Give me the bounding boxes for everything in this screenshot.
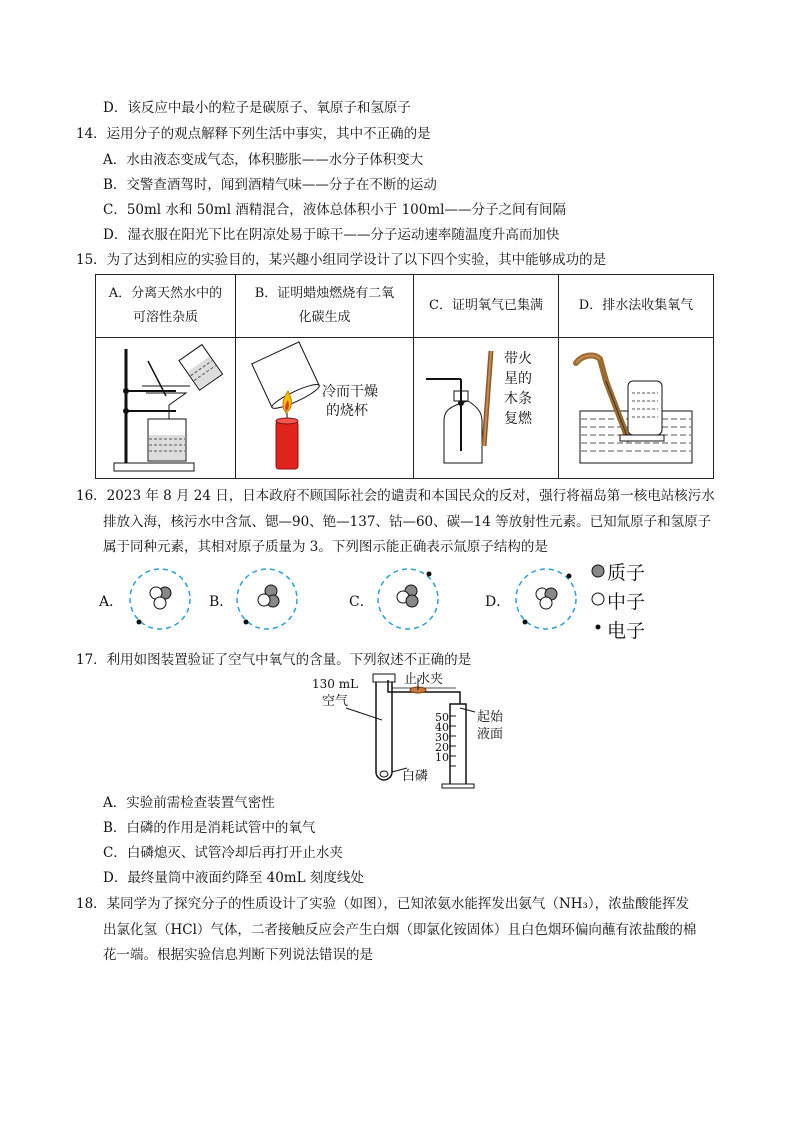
q15-c-label-1: 带火 [504,350,532,367]
q16-choice-a-label: A． [99,594,124,610]
filtration-apparatus-illustration [106,341,226,476]
q15-stem: 15．为了达到相应的实验目的，某兴趣小组同学设计了以下四个实验，其中能够成功的是 [76,252,607,268]
q17-tick-10: 10 [435,751,449,764]
q15-b-label-1: 冷而干燥 [321,383,378,400]
q16-atom-choices [95,564,695,644]
q16-atom-c [373,564,443,634]
q15-figure-a [96,338,236,479]
q16-stem-3: 属于同种元素，其相对原子质量为 3。下列图示能正确表示氚原子结构的是 [103,539,548,555]
legend-proton: 质子 [607,562,646,584]
q15-c-label-2: 星的 [504,370,532,387]
q15-figure-b [236,338,414,479]
q14-option-c: C．50ml 水和 50ml 酒精混合，液体总体积小于 100ml——分子之间有间隔 [103,202,566,218]
q15-b-label-2: 的烧杯 [325,402,368,419]
electron-symbol [596,625,601,630]
q16-atom-a [125,564,195,634]
q17-oxygen-apparatus [300,670,530,790]
q15-c-label-3: 木条 [504,390,532,407]
q13-option-d: D．该反应中最小的粒子是碳原子、氧原子和氢原子 [103,100,411,116]
q15-header-d: D．排水法收集氧气 [559,275,714,338]
q16-legend-symbols [589,562,609,642]
q17-clamp-label: 止水夹 [404,672,444,687]
q17-tick-40: 40 [435,721,449,734]
q15-experiment-table [95,274,714,479]
gas-bottle-splint-illustration [416,341,556,476]
q17-tick-30: 30 [435,731,449,744]
water-displacement-illustration [566,341,706,476]
q16-choice-c-label: C． [349,594,374,610]
q16-choice-b-label: B． [209,594,234,610]
q17-tick-20: 20 [435,741,449,754]
q18-stem-2: 出氯化氢（HCl）气体，二者接触反应会产生白烟（即氯化铵固体）且白色烟环偏向蘸有浓盐酸的棉 [103,922,697,938]
legend-neutron: 中子 [607,591,646,613]
q17-option-b: B．白磷的作用是消耗试管中的氧气 [103,820,316,836]
q16-choice-d-label: D． [485,594,511,610]
q16-atom-b [232,564,302,634]
q17-air-label: 空气 [322,694,349,709]
q14-stem: 14．运用分子的观点解释下列生活中事实，其中不正确的是 [76,126,431,142]
q17-air-volume-label: 130 mL [312,677,359,691]
proton-symbol [592,565,604,577]
q14-option-b: B．交警查酒驾时，闻到酒精气味——分子在不断的运动 [103,177,437,193]
q17-phosphorus-label: 白磷 [402,769,429,784]
q16-stem-2: 排放入海，核污水中含氚、锶—90、铯—137、钴—60、碳—14 等放射性元素。已知氚原子和氢原子 [103,514,712,530]
q16-atom-d [511,564,581,634]
q17-option-c: C．白磷熄灭、试管冷却后再打开止水夹 [103,845,343,861]
q15-header-a: A．分离天然水中的 可溶性杂质 [96,275,236,338]
q16-stem-1: 16．2023 年 8 月 24 日，日本政府不顾国际社会的谴责和本国民众的反对，强行将福岛第一核电站核污水 [76,488,715,504]
q17-start-label-2: 液面 [477,727,504,742]
q17-start-label-1: 起始 [477,710,504,725]
q15-figure-c [414,338,559,479]
neutron-symbol [592,593,604,605]
q15-c-label-4: 复燃 [504,410,532,427]
q17-stem: 17．利用如图装置验证了空气中氧气的含量。下列叙述不正确的是 [76,652,472,668]
q15-header-c: C．证明氧气已集满 [414,275,559,338]
candle-beaker-illustration [240,341,410,476]
q18-stem-1: 18．某同学为了探究分子的性质设计了实验（如图），已知浓氨水能挥发出氨气（NH₃），浓盐酸能挥发 [76,896,690,912]
legend-electron: 电子 [607,620,646,642]
q17-option-d: D．最终量筒中液面约降至 40mL 刻度线处 [103,870,364,886]
q14-option-d: D．湿衣服在阳光下比在阴凉处易于晾干——分子运动速率随温度升高而加快 [103,227,560,243]
q17-tick-50: 50 [435,711,449,724]
q15-figure-d [559,338,714,479]
q14-option-a: A．水由液态变成气态，体积膨胀——水分子体积变大 [103,152,424,168]
q15-header-b: B．证明蜡烛燃烧有二氧 化碳生成 [236,275,414,338]
q17-option-a: A．实验前需检查装置气密性 [103,795,275,811]
q18-stem-3: 花一端。根据实验信息判断下列说法错误的是 [103,947,373,963]
